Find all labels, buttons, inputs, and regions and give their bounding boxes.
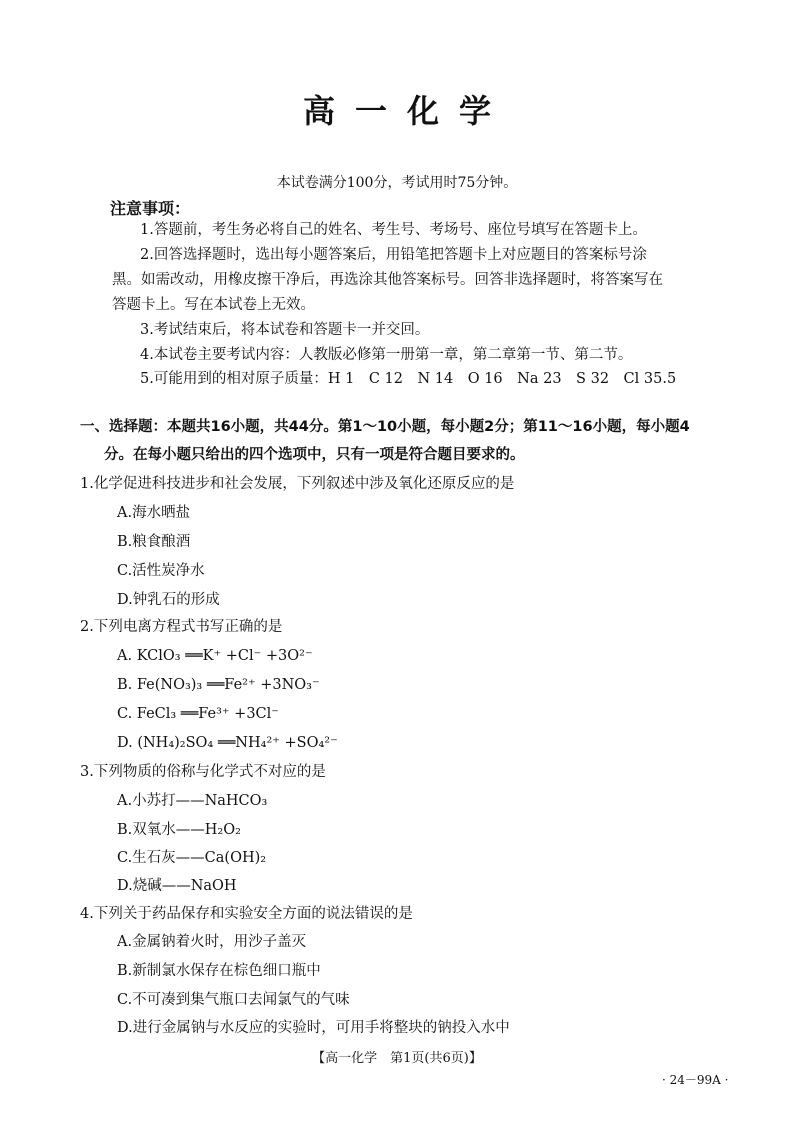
question-2-option-c: C. FeCl₃ ══Fe³⁺ +3Cl⁻ <box>117 706 279 722</box>
question-3-option-d: D.烧碱——NaOH <box>117 878 237 894</box>
question-1-option-d: D.钟乳石的形成 <box>117 592 220 608</box>
question-3-option-b: B.双氧水——H₂O₂ <box>117 822 241 838</box>
question-2-option-a: A. KClO₃ ══K⁺ +Cl⁻ +3O²⁻ <box>117 648 313 664</box>
question-3-option-c: C.生石灰——Ca(OH)₂ <box>117 850 267 866</box>
exam-info: 本试卷满分100分，考试用时75分钟。 <box>276 175 518 191</box>
notice-line-3: 黑。如需改动，用橡皮擦干净后，再选涂其他答案标号。回答非选择题时，将答案写在 <box>112 272 663 288</box>
notice-line-4: 答题卡上。写在本试卷上无效。 <box>112 297 315 313</box>
notice-line-7: 5.可能用到的相对原子质量：H 1 C 12 N 14 O 16 Na 23 S 32 Cl 35.5 <box>140 371 677 387</box>
paper-code: · 24－99A · <box>662 1073 729 1087</box>
notice-line-6: 4.本试卷主要考试内容：人教版必修第一册第一章，第二章第一节、第二节。 <box>140 347 633 363</box>
section-heading-line-2: 分。在每小题只给出的四个选项中，只有一项是符合题目要求的。 <box>104 447 525 463</box>
question-4-stem: 4.下列关于药品保存和实验安全方面的说法错误的是 <box>80 906 413 922</box>
section-heading-line-1: 一、选择题：本题共16小题，共44分。第1～10小题，每小题2分；第11～16小题，每小题4 <box>80 419 690 435</box>
page-footer: 【高一化学 第1页(共6页)】 <box>312 1051 482 1066</box>
question-1-option-c: C.活性炭净水 <box>117 563 205 579</box>
question-2-option-b: B. Fe(NO₃)₃ ══Fe²⁺ +3NO₃⁻ <box>117 677 320 693</box>
notice-heading: 注意事项： <box>110 199 191 218</box>
question-4-option-b: B.新制氯水保存在棕色细口瓶中 <box>117 963 321 979</box>
question-1-option-b: B.粮食酿酒 <box>117 534 191 550</box>
question-4-option-d: D.进行金属钠与水反应的实验时，可用手将整块的钠投入水中 <box>117 1020 510 1036</box>
question-3-stem: 3.下列物质的俗称与化学式不对应的是 <box>80 764 326 780</box>
notice-line-1: 1.答题前，考生务必将自己的姓名、考生号、考场号、座位号填写在答题卡上。 <box>140 222 647 238</box>
question-2-option-d: D. (NH₄)₂SO₄ ══NH₄²⁺ +SO₄²⁻ <box>117 735 338 751</box>
question-4-option-a: A.金属钠着火时，用沙子盖灭 <box>117 934 307 950</box>
notice-line-5: 3.考试结束后，将本试卷和答题卡一并交回。 <box>140 322 430 338</box>
question-2-stem: 2.下列电离方程式书写正确的是 <box>80 619 283 635</box>
question-1-stem: 1.化学促进科技进步和社会发展，下列叙述中涉及氧化还原反应的是 <box>80 476 515 492</box>
question-4-option-c: C.不可凑到集气瓶口去闻氯气的气味 <box>117 992 350 1008</box>
page-title: 高一化学 <box>302 92 511 130</box>
question-1-option-a: A.海水晒盐 <box>117 505 191 521</box>
notice-line-2: 2.回答选择题时，选出每小题答案后，用铅笔把答题卡上对应题目的答案标号涂 <box>140 247 647 263</box>
question-3-option-a: A.小苏打——NaHCO₃ <box>117 793 268 809</box>
